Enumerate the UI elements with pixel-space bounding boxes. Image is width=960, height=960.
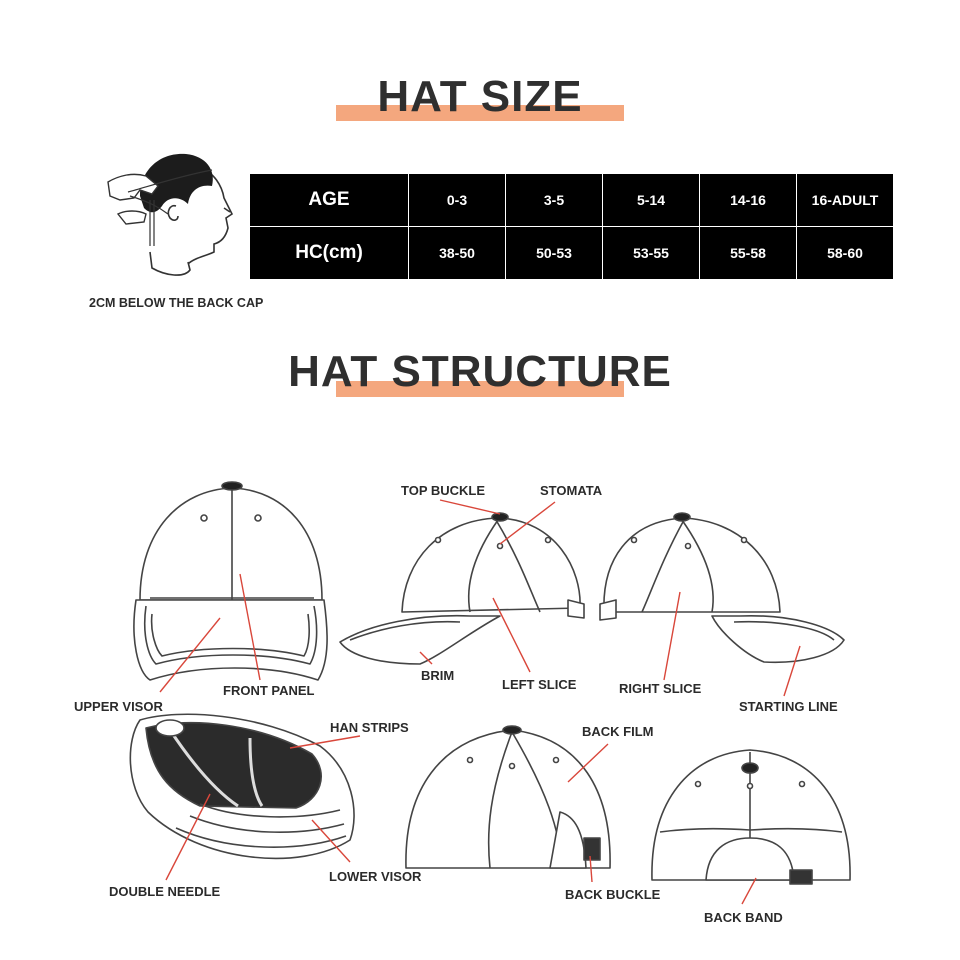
- hat-structure-title: HAT STRUCTURE: [288, 347, 672, 396]
- label-back-buckle: BACK BUCKLE: [565, 887, 661, 902]
- age-cell: 3-5: [506, 174, 603, 227]
- cap-front-view: [134, 482, 327, 680]
- label-upper-visor: UPPER VISOR: [74, 699, 163, 714]
- hc-cell: 53-55: [603, 227, 700, 280]
- row-header-age: AGE: [250, 174, 409, 227]
- label-right-slice: RIGHT SLICE: [619, 681, 702, 696]
- label-top-buckle: TOP BUCKLE: [401, 483, 486, 498]
- age-cell: 14-16: [700, 174, 797, 227]
- label-lower-visor: LOWER VISOR: [329, 869, 422, 884]
- label-front-panel: FRONT PANEL: [223, 683, 315, 698]
- age-cell: 16-ADULT: [797, 174, 894, 227]
- row-header-hc: HC(cm): [250, 227, 409, 280]
- cap-underside-view: [130, 714, 354, 858]
- age-cell: 5-14: [603, 174, 700, 227]
- cap-back-view: [406, 726, 610, 868]
- label-back-film: BACK FILM: [582, 724, 654, 739]
- hc-cell: 58-60: [797, 227, 894, 280]
- hc-cell: 50-53: [506, 227, 603, 280]
- label-back-band: BACK BAND: [704, 910, 783, 925]
- label-starting-line: STARTING LINE: [739, 699, 838, 714]
- cap-side-left-view: [340, 513, 584, 664]
- cap-side-right-view: [600, 513, 844, 662]
- hc-cell: 38-50: [409, 227, 506, 280]
- label-brim: BRIM: [421, 668, 455, 683]
- label-han-strips: HAN STRIPS: [330, 720, 409, 735]
- hc-cell: 55-58: [700, 227, 797, 280]
- label-left-slice: LEFT SLICE: [502, 677, 577, 692]
- cap-back-band-view: [652, 750, 850, 884]
- label-double-needle: DOUBLE NEEDLE: [109, 884, 221, 899]
- measure-caption: 2CM BELOW THE BACK CAP: [89, 296, 264, 310]
- age-cell: 0-3: [409, 174, 506, 227]
- label-stomata: STOMATA: [540, 483, 603, 498]
- hat-size-title: HAT SIZE: [377, 72, 583, 121]
